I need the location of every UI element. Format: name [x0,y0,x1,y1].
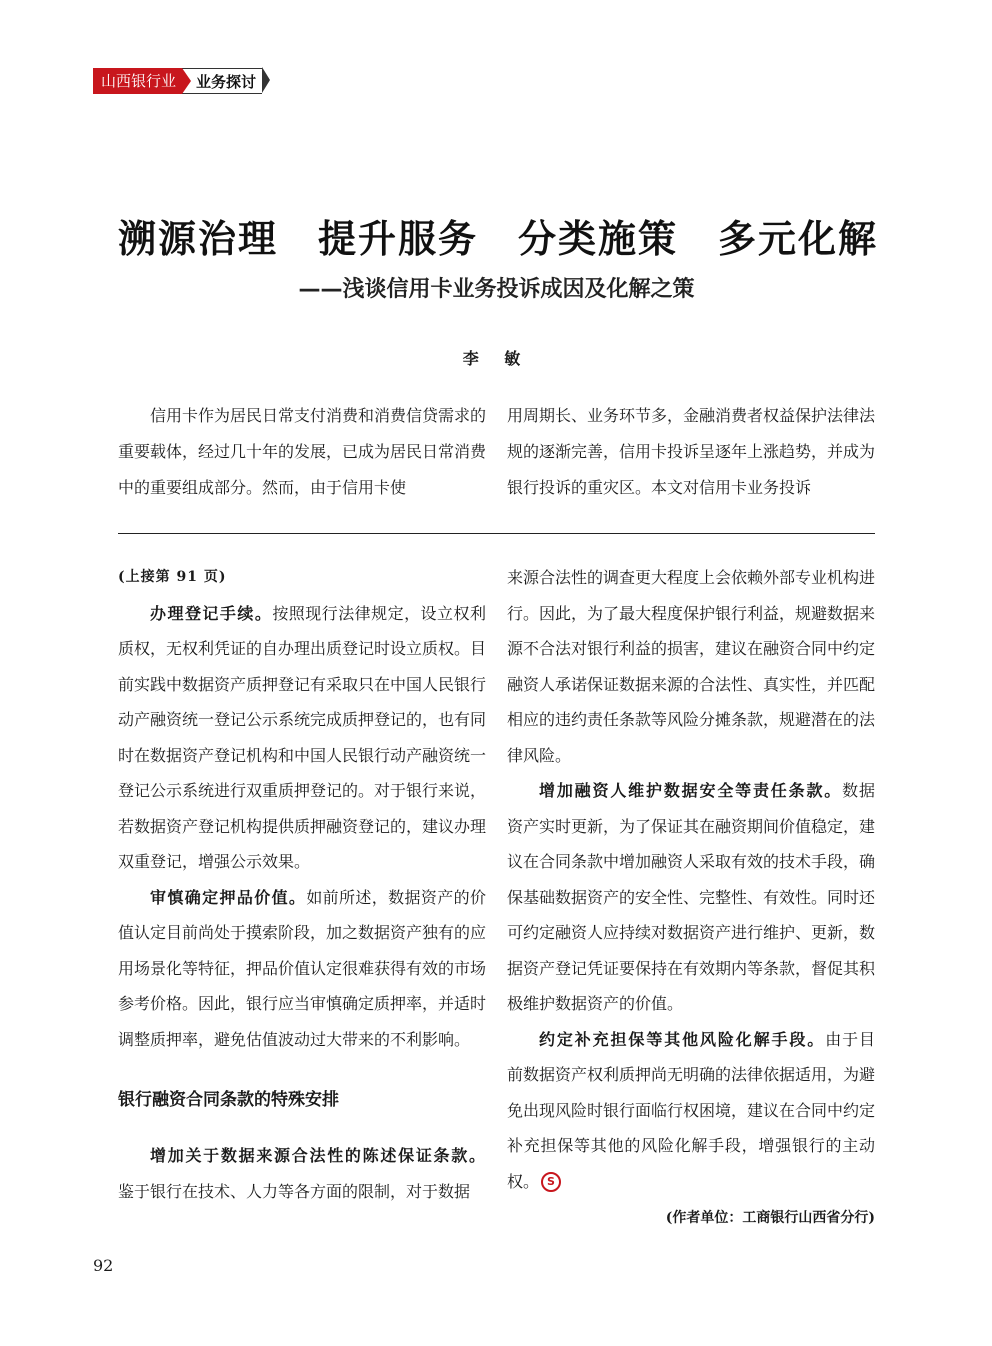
paragraph: 来源合法性的调查更大程度上会依赖外部专业机构进行。因此，为了最大程度保护银行利益，规避数据来源不合法对银行利益的损害，建议在融资合同中约定融资人承诺保证数据来源的合法性、真实性，并匹配相应的违约责任条款等风险分摊条款，规避潜在的法律风险。 [507,568,876,765]
page-number: 92 [93,1256,114,1275]
section-tag-red: 山西银行业 [93,68,182,94]
paragraph-keyword: 约定补充担保等其他风险化解手段。 [539,1029,826,1049]
paragraph-text: 如前所述，数据资产的价值认定目前尚处于摸索阶段，加之数据资产独有的应用场景化等特征，押品价值认定很难获得有效的市场参考价格。因此，银行应当审慎确定质押率，并适时调整质押率，避免估值波动过大带来的不利影响。 [118,887,487,1049]
left-column [118,560,486,1209]
right-column [507,560,875,1237]
article-title: 溯源治理 提升服务 分类施策 多元化解 [118,216,879,261]
continued-note: (上接第 91 页) [118,569,227,585]
divider-line [118,533,875,534]
paragraph [118,596,486,880]
section-tag [93,68,270,94]
paragraph-keyword: 增加关于数据来源合法性的陈述保证条款。 [150,1146,486,1165]
paragraph [118,880,486,1058]
paragraph [507,773,875,1022]
author-unit: (作者单位：工商银行山西省分行) [665,1210,875,1226]
author-name: 李 敏 [462,349,531,368]
section-tag-arrow [262,67,270,93]
paragraph-keyword: 审慎确定押品价值。 [150,887,307,907]
section-tag-label: 业务探讨 [182,68,262,94]
paragraph-text: 鉴于银行在技术、人力等各方面的限制，对于数据 [118,1181,471,1201]
abstract-left: 信用卡作为居民日常支付消费和消费信贷需求的重要载体，经过几十年的发展，已成为居民日常消费中的重要组成部分。然而，由于信用卡使 [118,406,487,497]
article-subtitle: ——浅谈信用卡业务投诉成因及化解之策 [298,277,695,302]
paragraph-keyword: 办理登记手续。 [150,603,273,623]
end-mark-icon: S [541,1172,561,1192]
paragraph-text: 按照现行法律规定，设立权利质权，无权利凭证的自办理出质登记时设立质权。目前实践中数据资产质押登记有采取只在中国人民银行动产融资统一登记公示系统完成质押登记的，也有同时在数据资产登记机构和中国人民银行动产融资统一登记公示系统进行双重质押登记的。对于银行来说，若数据资产登记机构提供质押融资登记的，建议办理双重登记，增强公示效果。 [118,603,487,871]
paragraph-keyword: 增加融资人维护数据安全等责任条款。 [539,781,843,800]
paragraph [507,1022,875,1200]
paragraph-text: 由于目前数据资产权利质押尚无明确的法律依据适用，为避免出现风险时银行面临行权困境，建议在合同中约定补充担保等其他的风险化解手段，增强银行的主动权。 [507,1029,876,1191]
paragraph-text: 数据资产实时更新，为了保证其在融资期间价值稳定，建议在合同条款中增加融资人采取有效的技术手段，确保基础数据资产的安全性、完整性、有效性。同时还可约定融资人应持续对数据资产进行维护、更新，数据资产登记凭证要保持在有效期内等条款，督促其积极维护数据资产的价值。 [507,781,876,1013]
paragraph [118,1138,486,1209]
section-heading: 银行融资合同条款的特殊安排 [118,1090,339,1110]
abstract-right: 用周期长、业务环节多，金融消费者权益保护法律法规的逐渐完善，信用卡投诉呈逐年上涨趋势，并成为银行投诉的重灾区。本文对信用卡业务投诉 [507,406,876,497]
